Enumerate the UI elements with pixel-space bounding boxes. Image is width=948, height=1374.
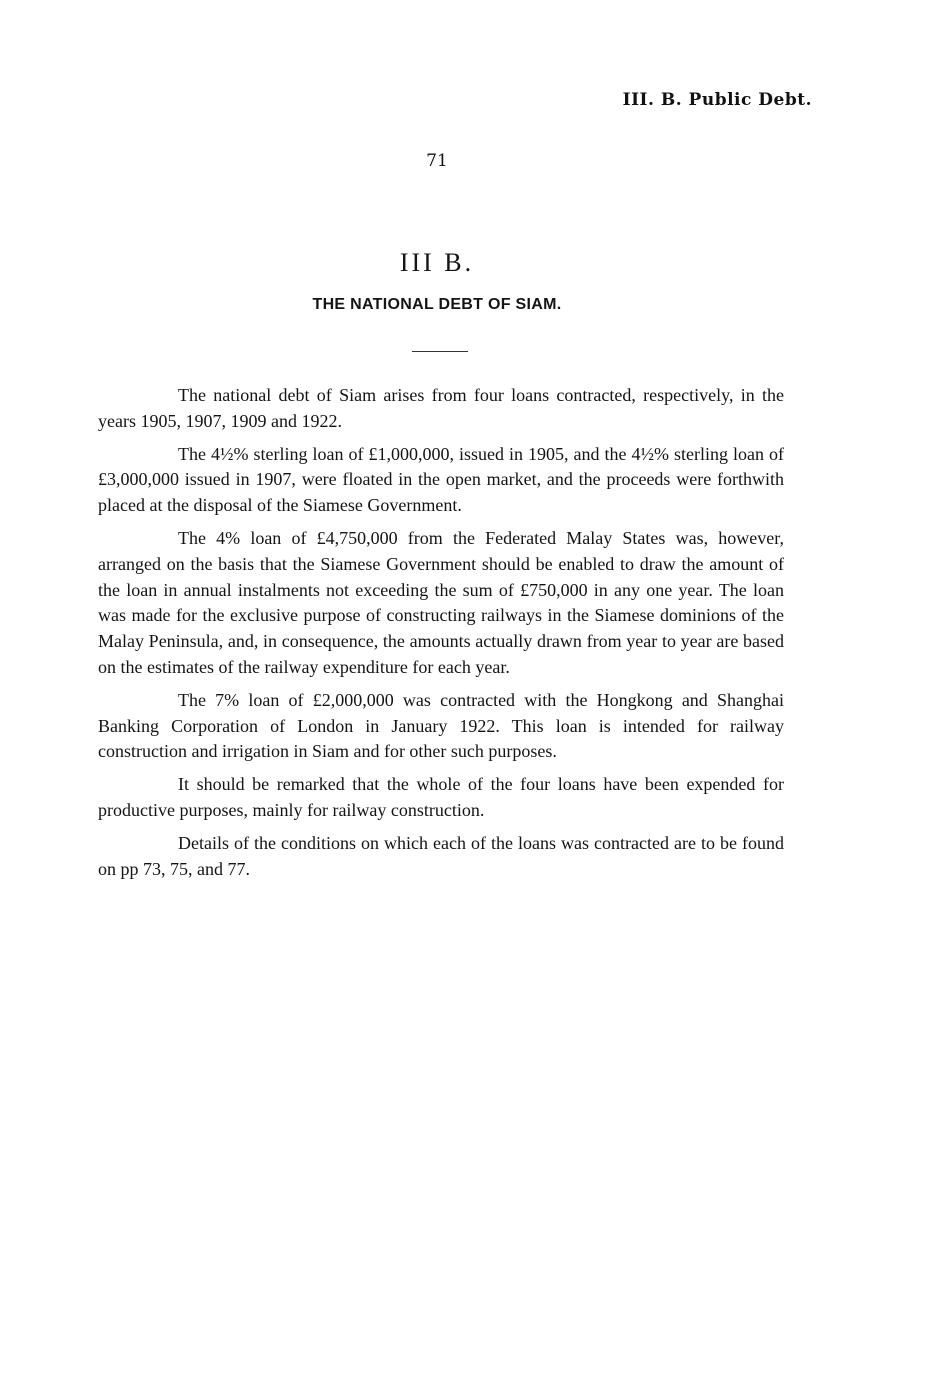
section-title: THE NATIONAL DEBT OF SIAM. <box>312 296 562 313</box>
paragraph-hongkong-loan: The 7% loan of £2,000,000 was contracted with the Hongkong and Shanghai Banking Corporation of London in January 1922. This loan is intended for railway construction and irrigation in Siam and for other such purposes. <box>98 689 784 762</box>
paragraph-loans-overview: The national debt of Siam arises from four loans contracted, respectively, in the years 1905, 1907, 1909 and 1922. <box>98 385 784 431</box>
title-divider <box>412 351 468 352</box>
page-number: 71 <box>426 151 448 171</box>
section-number: III B. <box>399 248 475 277</box>
running-head: III. B. Public Debt. <box>622 90 812 110</box>
paragraph-details-reference: Details of the conditions on which each of the loans was contracted are to be found on pp 73, 75, and 77. <box>98 832 784 879</box>
paragraph-fms-loan: The 4% loan of £4,750,000 from the Federated Malay States was, however, arranged on the basis that the Siamese Government should be enabled to draw the amount of the loan in annual instalments not exceeding the sum of £750,000 in any one year. The loan was made for the exclusive purpose of constructing railways in the Siamese dominions of the Malay Peninsula, and, in consequence, the amounts actually drawn from year to year are based on the estimates of the railway expenditure for each year. <box>98 527 784 677</box>
paragraph-productive-purposes: It should be remarked that the whole of the four loans have been expended for productive purposes, mainly for railway construction. <box>98 774 784 820</box>
paragraph-sterling-loans: The 4½% sterling loan of £1,000,000, issued in 1905, and the 4½% sterling loan of £3,000,000 issued in 1907, were floated in the open market, and the proceeds were forthwith placed at the disposal of the Siamese Government. <box>98 443 784 516</box>
body-text <box>98 383 784 882</box>
